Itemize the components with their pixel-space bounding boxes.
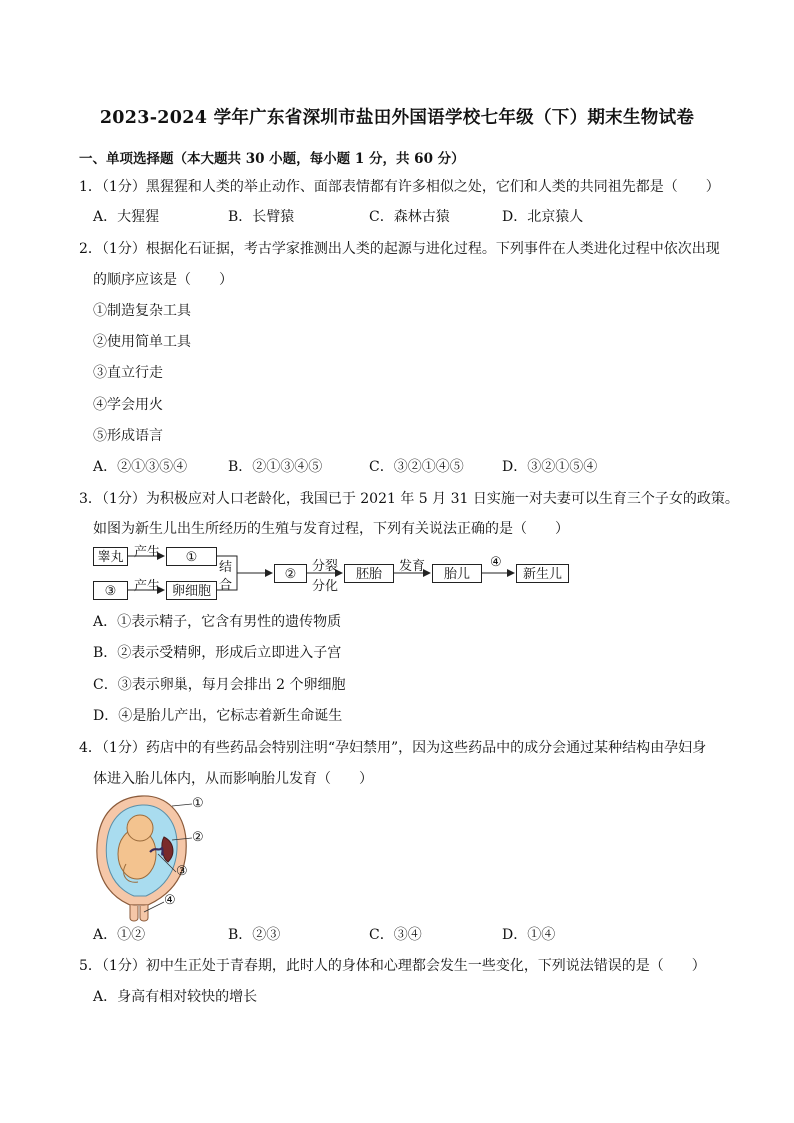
q1-option-d: D．北京猿人: [502, 209, 584, 225]
q2-item-5: ⑤形成语言: [93, 428, 163, 444]
uterus-label-1: ①: [192, 796, 204, 811]
q4-option-c: C．③④: [369, 927, 422, 943]
develop-label: 发育: [399, 559, 426, 574]
question-4-stem-line2: 体进入胎儿体内，从而影响胎儿发育（ ）: [93, 771, 373, 787]
q2-item-3: ③直立行走: [93, 365, 163, 381]
produce-label-2: 产生: [134, 579, 161, 594]
newborn-box: 新生儿: [516, 564, 569, 583]
q2-item-1: ①制造复杂工具: [93, 303, 191, 319]
uterus-label-2: ②: [192, 830, 204, 845]
box-3: ③: [93, 581, 128, 600]
question-3-stem-line2: 如图为新生儿出生所经历的生殖与发育过程，下列有关说法正确的是（ ）: [93, 521, 569, 537]
label-4: ④: [490, 555, 502, 570]
section-heading: 一、单项选择题（本大题共 30 小题，每小题 1 分，共 60 分）: [79, 151, 465, 167]
q4-option-a: A．①②: [93, 927, 146, 943]
q1-option-a: A．大猩猩: [93, 209, 160, 225]
combine-label-b: 合: [219, 578, 233, 593]
testis-box: 睾丸: [93, 547, 128, 566]
q2-item-4: ④学会用火: [93, 397, 163, 413]
embryo-box: 胚胎: [344, 564, 394, 583]
differentiate-label: 分化: [312, 579, 339, 594]
combine-label-a: 结: [219, 560, 233, 575]
box-2: ②: [274, 564, 307, 583]
question-1-stem: 1．（1分）黑猩猩和人类的举止动作、面部表情都有许多相似之处，它们和人类的共同祖先都是（ ）: [79, 179, 720, 195]
q5-option-a: A．身高有相对较快的增长: [93, 989, 258, 1005]
q4-option-d: D．①④: [502, 927, 556, 943]
produce-label-1: 产生: [134, 545, 161, 560]
question-5-stem: 5．（1分）初中生正处于青春期，此时人的身体和心理都会发生一些变化，下列说法错误的是（ ）: [79, 958, 706, 974]
q3-option-b: B．②表示受精卵，形成后立即进入子宫: [93, 645, 342, 661]
fetus-box: 胎儿: [432, 564, 482, 583]
question-2-stem-line2: 的顺序应该是（ ）: [93, 272, 233, 288]
uterus-label-3: ③: [176, 864, 188, 879]
uterus-label-4: ④: [164, 893, 176, 908]
uterus-fetus-illustration: [90, 792, 210, 922]
q2-option-a: A．②①③⑤④: [93, 459, 188, 475]
q3-option-a: A．①表示精子，它含有男性的遗传物质: [93, 614, 342, 630]
question-2-stem-line1: 2．（1分）根据化石证据，考古学家推测出人类的起源与进化过程。下列事件在人类进化过程中依次出现: [79, 241, 720, 257]
question-4-stem-line1: 4．（1分）药店中的有些药品会特别注明“孕妇禁用”，因为这些药品中的成分会通过某种结构由孕妇身: [79, 740, 707, 756]
q2-option-d: D．③②①⑤④: [502, 459, 598, 475]
question-3-stem-line1: 3．（1分）为积极应对人口老龄化，我国已于 2021 年 5 月 31 日实施一对夫妻可以生育三个子女的政策。: [79, 491, 739, 507]
divide-label: 分裂: [312, 559, 339, 574]
egg-cell-box: 卵细胞: [166, 581, 217, 600]
page-title: 2023-2024 学年广东省深圳市盐田外国语学校七年级（下）期末生物试卷: [99, 108, 695, 128]
q2-option-c: C．③②①④⑤: [369, 459, 464, 475]
q3-option-c: C．③表示卵巢，每月会排出 2 个卵细胞: [93, 677, 346, 693]
box-1: ①: [166, 547, 217, 566]
q2-item-2: ②使用简单工具: [93, 334, 191, 350]
q2-option-b: B．②①③④⑤: [228, 459, 323, 475]
q1-option-c: C．森林古猿: [369, 209, 450, 225]
q1-option-b: B．长臂猿: [228, 209, 295, 225]
q3-option-d: D．④是胎儿产出，它标志着新生命诞生: [93, 708, 343, 724]
q4-option-b: B．②③: [228, 927, 281, 943]
